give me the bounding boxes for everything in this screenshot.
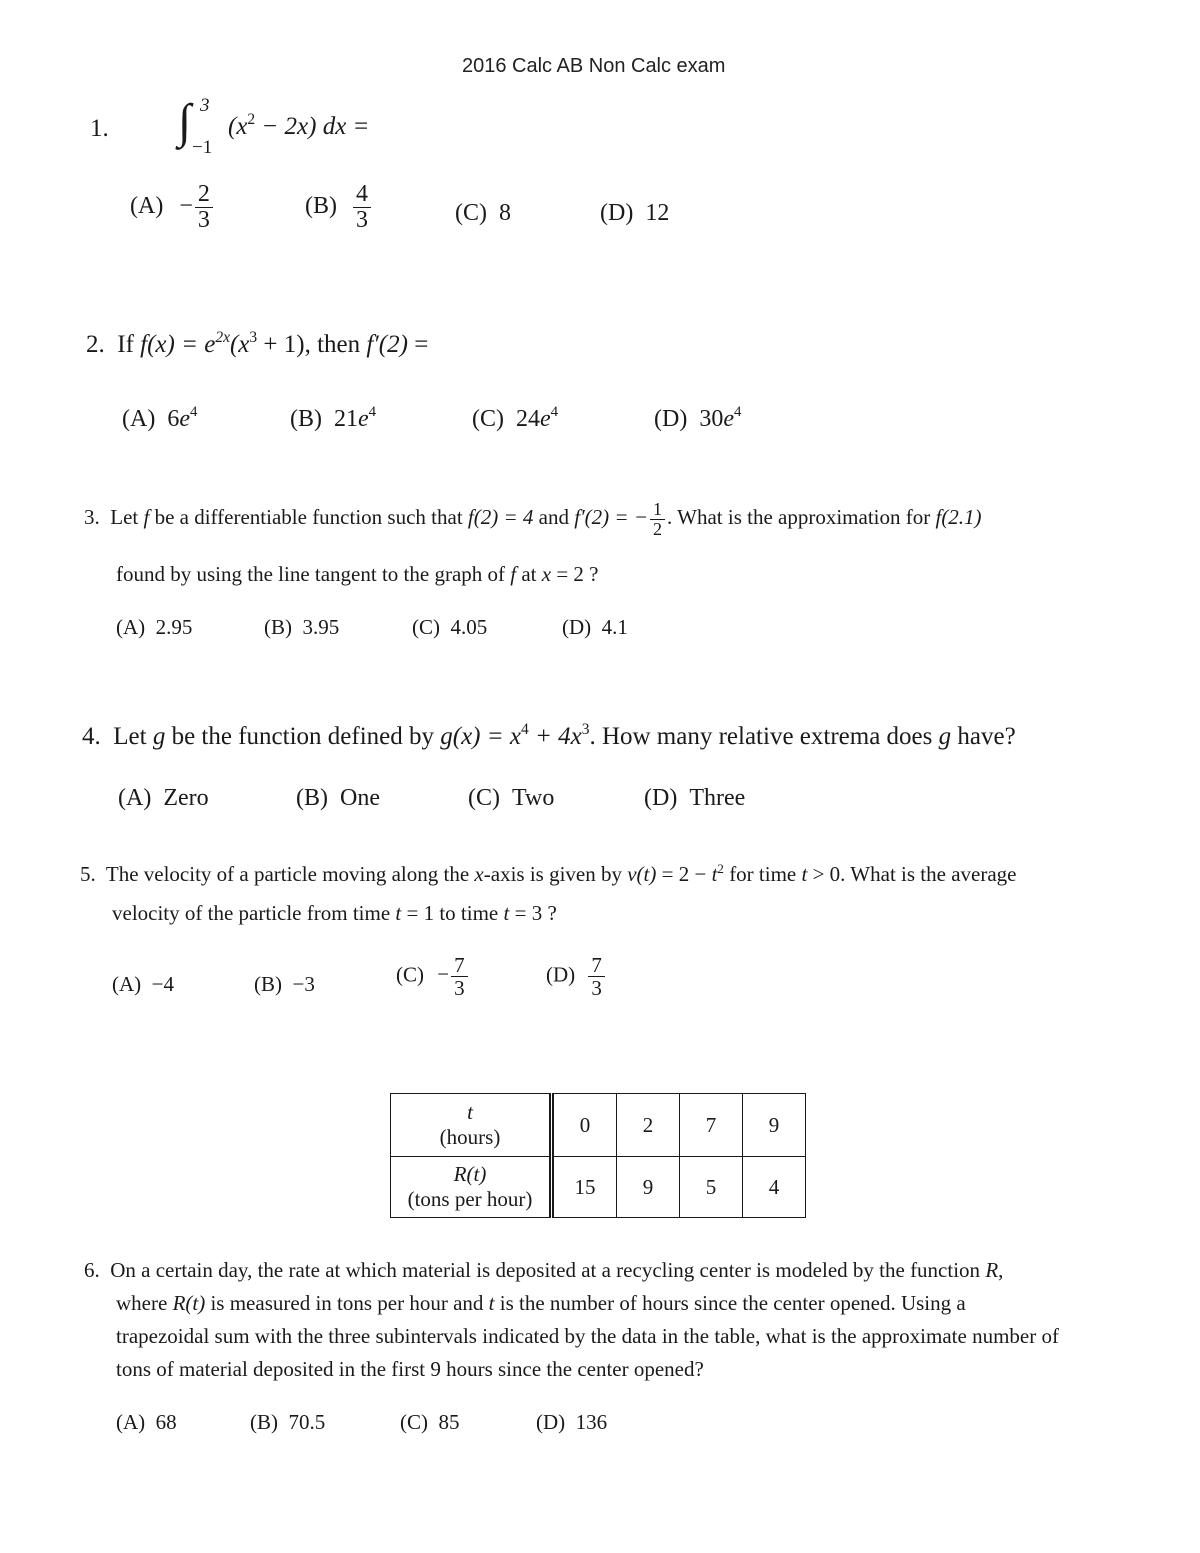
fraction: $\frac{2}{3}$ (195, 182, 213, 233)
table-cell: 7 (680, 1094, 743, 1157)
table-cell: 15 (552, 1157, 617, 1218)
question-5-stem-line2: velocity of the particle from time t = 1 to time t = 3 ? (112, 901, 557, 925)
table-cell: 2 (617, 1094, 680, 1157)
question-5-choice-d[interactable]: (D) $\frac{7}{3}$ (546, 954, 607, 999)
question-1-choice-a[interactable]: (A) − $\frac{2}{3}$ (130, 182, 215, 233)
question-4-choice-c[interactable]: (C) Two (468, 785, 555, 811)
table-cell: 5 (680, 1157, 743, 1218)
question-5-choice-c[interactable]: (C) − $\frac{7}{3}$ (396, 954, 470, 999)
question-4-stem: 4. Let g be the function defined by $g(x) = x^4 + 4x^3$. How many relative extrema does g have? (82, 720, 1016, 750)
question-3-stem-line1: 3. Let f be a differentiable function such that f(2) = 4 and f′(2) = − $\frac{1}{2}$ . What is the approximation for f(2.1) (84, 499, 982, 539)
table-header-r: R(t) (tons per hour) (391, 1157, 552, 1218)
table-cell: 0 (552, 1094, 617, 1157)
question-6-choice-c[interactable]: (C) 85 (400, 1410, 460, 1434)
table-cell: 9 (617, 1157, 680, 1218)
integral-lower-limit: −1 (192, 137, 213, 158)
fraction: $\frac{1}{2}$ (650, 500, 665, 539)
table-cell: 9 (743, 1094, 806, 1157)
question-6-choice-a[interactable]: (A) 68 (116, 1410, 177, 1434)
question-3-stem-line2: found by using the line tangent to the graph of f at x = 2 ? (116, 562, 599, 586)
table-cell: 4 (743, 1157, 806, 1218)
question-6-stem-line3: trapezoidal sum with the three subintervals indicated by the data in the table, what is the approximate number of (116, 1324, 1059, 1348)
question-6-choice-d[interactable]: (D) 136 (536, 1410, 608, 1434)
question-5-stem-line1: 5. The velocity of a particle moving along the x-axis is given by $v(t) = 2 - t^2$ for time t > 0. What is the average (80, 860, 1017, 886)
question-6-stem-line1: 6. On a certain day, the rate at which material is deposited at a recycling center is modeled by the function R, (84, 1258, 1004, 1282)
question-3-choice-d[interactable]: (D) 4.1 (562, 615, 628, 639)
question-3-choice-c[interactable]: (C) 4.05 (412, 615, 488, 639)
question-3-choice-a[interactable]: (A) 2.95 (116, 615, 193, 639)
question-5-choice-a[interactable]: (A) −4 (112, 972, 174, 996)
table-row (391, 1157, 806, 1218)
question-1-number: 1. (90, 115, 109, 142)
question-3-choice-b[interactable]: (B) 3.95 (264, 615, 340, 639)
fraction: $\frac{7}{3}$ (451, 954, 468, 999)
question-1-choice-c[interactable]: (C) 8 (455, 200, 511, 226)
question-4-choice-d[interactable]: (D) Three (644, 785, 746, 811)
fraction: $\frac{4}{3}$ (353, 182, 371, 233)
integral-icon: ∫ (178, 95, 192, 148)
question-6-stem-line2: where R(t) is measured in tons per hour and t is the number of hours since the center opened. Using a (116, 1291, 966, 1315)
question-6-choice-b[interactable]: (B) 70.5 (250, 1410, 326, 1434)
integral-upper-limit: 3 (200, 95, 210, 116)
question-1-choice-d[interactable]: (D) 12 (600, 200, 670, 226)
question-1-choice-b[interactable]: (B) $\frac{4}{3}$ (305, 182, 373, 233)
question-2-stem: 2. If $f(x) = e^{2x}(x^3 + 1)$, then f′(2) = (86, 328, 429, 358)
table-header-t: t (hours) (391, 1094, 552, 1157)
question-2-choice-a[interactable]: (A) $6e^4$ (122, 404, 198, 432)
question-1-integrand: $(x^2 - 2x)$ dx = (228, 110, 370, 140)
question-2-choice-d[interactable]: (D) $30e^4$ (654, 404, 742, 432)
rate-data-table (390, 1093, 806, 1218)
page-title: 2016 Calc AB Non Calc exam (462, 55, 726, 77)
question-6-stem-line4: tons of material deposited in the first 9 hours since the center opened? (116, 1357, 704, 1381)
question-4-choice-a[interactable]: (A) Zero (118, 785, 209, 811)
table-row (391, 1094, 806, 1157)
question-2-choice-b[interactable]: (B) $21e^4$ (290, 404, 377, 432)
question-5-choice-b[interactable]: (B) −3 (254, 972, 315, 996)
fraction: $\frac{7}{3}$ (588, 954, 605, 999)
question-4-choice-b[interactable]: (B) One (296, 785, 380, 811)
question-1-integral (178, 95, 192, 148)
question-2-choice-c[interactable]: (C) $24e^4$ (472, 404, 559, 432)
